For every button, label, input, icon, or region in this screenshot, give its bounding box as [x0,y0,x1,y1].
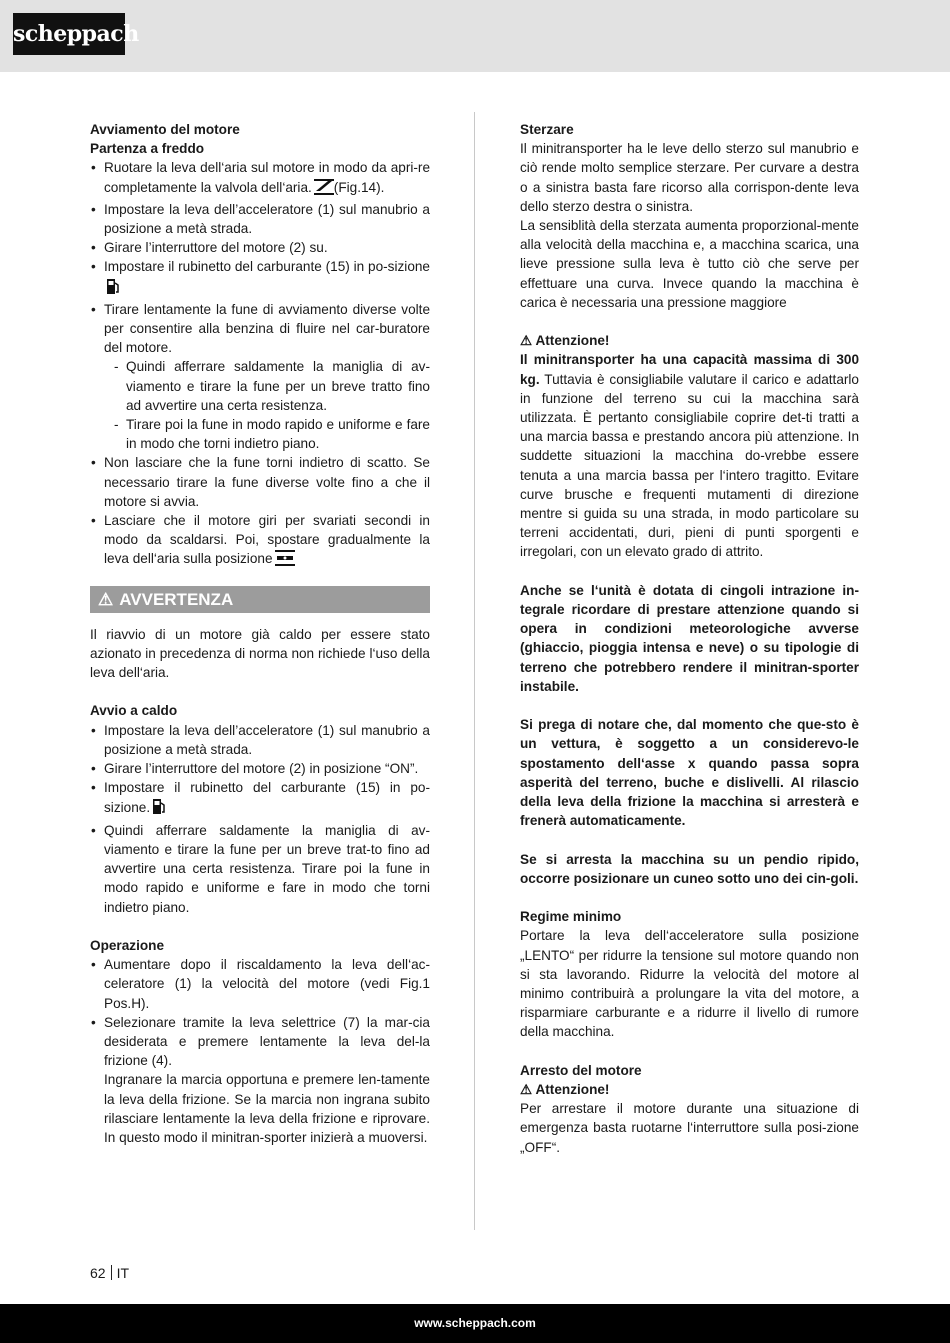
column-divider [474,112,475,1230]
left-column [90,120,430,1147]
paragraph: La sensiblità della sterzata aumenta proporzional-mente alla velocità della macchina e, a macchina scarica, una lieve pressione sulla leva è tutto ciò che serve per effettuare una curva. Invece quando la macchina è carica è necessaria una pressione maggiore [520,218,859,310]
list-item: • Impostare il rubinetto del carburante (15) in po-sizione. [90,778,430,820]
list-item: • Impostare la leva dell’acceleratore (1) sul manubrio a posizione a metà strada. [90,200,430,238]
cold-start-list [90,158,430,571]
section-title-warm-start: Avvio a caldo [90,703,178,719]
page-header [0,0,950,72]
bold-paragraph: Si prega di notare che, dal momento che que-sto è un vettura, è soggetto a un considerevo-le spostamento dell‘asse x quando passa sopra asperità del terreno, buche e dislivelli. Al rilascio della leva della frizione la macchina si arresterà e frenerà automaticamente. [520,717,859,829]
list-item: • Girare l’interruttore del motore (2) su. [90,238,430,257]
section-title-start-engine: Avviamento del motore [90,122,240,137]
attention-heading: ⚠ Attenzione! [520,1082,610,1098]
section-title-operation: Operazione [90,937,165,953]
paragraph: Per arrestare il motore durante una situazione di emergenza basta ruotarne l‘interruttore sulla posi-zione „OFF“. [520,1101,859,1155]
choke-closed-icon [314,179,334,200]
warning-banner: ⚠ AVVERTENZA [90,586,430,613]
section-title-idle: Regime minimo [520,909,622,925]
section-title-steering: Sterzare [520,122,574,137]
right-column [520,120,859,1157]
fuel-tap-icon [106,277,120,300]
warm-start-list [90,721,430,917]
website-link[interactable]: www.scheppach.com [414,1316,536,1330]
list-item: • Tirare lentamente la fune di avviamento diverse volte per consentire alla benzina di fluire nel car-buratore del motore. - Quindi afferrare saldamente la maniglia di av-viamento e tirare la fune per un breve tratto fino ad avvertire una certa resistenza. - Tirare poi la fune in modo rapido e uniforme e fare in modo che torni indietro piano. [90,300,430,454]
page-number: 62 IT [90,1265,130,1281]
attention-heading: ⚠ Attenzione! [520,333,610,349]
dash-list [104,357,430,453]
section-title-stop-engine: Arresto del motore [520,1062,642,1078]
choke-open-icon [275,550,295,571]
list-item: - Quindi afferrare saldamente la maniglia di av-viamento e tirare la fune per un breve tratto fino ad avvertire una certa resistenza. [114,357,430,415]
list-item: • Ruotare la leva dell‘aria sul motore in modo da apri-re completamente la valvola dell‘aria. (Fig.14). [90,158,430,199]
list-item: • Impostare il rubinetto del carburante (15) in po-sizione [90,257,430,299]
list-item: • Selezionare tramite la leva selettrice (7) la mar-cia desiderata e premere lentamente la leva del-la frizione (4). Ingranare la marcia opportuna e premere len-tamente la leva della frizione. Se la marcia non ingrana subito rilasciare lentamente la leva della frizione e riprovare. In questo modo il minitran-sporter inizierà a muoversi. [90,1013,430,1147]
paragraph: Portare la leva dell‘acceleratore sulla posizione „LENTO“ per ridurre la tensione sul motore quando non si sta lavorando. Ridurre la velocità del motore al minimo contribuirà a prolungare la vita del motore, a risparmiare carburante e a ridurre il livello di rumore della macchina. [520,928,859,1040]
list-item: - Tirare poi la fune in modo rapido e uniforme e fare in modo che torni indietro piano. [114,415,430,453]
section-subtitle-cold-start: Partenza a freddo [90,141,205,157]
list-item: • Aumentare dopo il riscaldamento la leva dell‘ac-celeratore (1) la velocità del motore (vedi Fig.1 Pos.H). [90,955,430,1013]
list-item: • Girare l’interruttore del motore (2) in posizione “ON”. [90,759,430,778]
paragraph: Il minitransporter ha le leve dello sterzo sul manubrio e ciò rende molto semplice sterzare. Per curvare a destra o a sinistra basta fare ricorso alla corrispon-dente leva dello sterzo destra o sinistra. [520,141,859,214]
scheppach-logo: scheppach [13,13,125,55]
list-item: • Impostare la leva dell’acceleratore (1) sul manubrio a posizione a metà strada. [90,721,430,759]
list-item: • Quindi afferrare saldamente la maniglia di av-viamento e tirare la fune per un breve trat-to fino ad avvertire una certa resistenza. Tirare poi la fune in modo rapido e uniforme e fare in modo che torni indietro piano. [90,821,430,917]
bold-paragraph: Anche se l‘unità è dotata di cingoli intrazione in-tegrale ricordare di prestare attenzione quando si opera in condizioni meteorologiche avverse (ghiaccio, pioggia intensa e neve) o su tipologie di terreno che potrebbero rendere il minitran-sporter instabile. [520,582,859,694]
list-item: • Lasciare che il motore giri per svariati secondi in modo da scaldarsi. Poi, spostare gradualmente la leva dell‘aria sulla posizione [90,511,430,572]
fuel-tap-icon [152,797,166,820]
bold-paragraph: Se si arresta la macchina su un pendio ripido, occorre posizionare un cuneo sotto uno dei cin-goli. [520,851,859,886]
page-footer [0,1304,950,1343]
warning-triangle-icon: ⚠ [98,589,114,609]
operation-list [90,955,430,1147]
paragraph: Il minitransporter ha una capacità massima di 300 kg. Tuttavia è consigliabile valutare il carico e adattarlo in funzione del terreno su cui la macchina sarà utilizzata. È pertanto consigliabile coprire det-ti tratti a una marcia bassa e prestando ancora più attenzione. In suddette situazioni la macchina do-vrebbe essere tenuta a una marcia bassa per l‘intero tragitto. Evitare curve brusche e frequenti mutamenti di direzione mentre si guida su una strada, in modo particolare su terreni accidentati, duri, pieni di punti sporgenti e irregolari, con un elevato grado di attrito. [520,352,859,560]
list-item: • Non lasciare che la fune torni indietro di scatto. Se necessario tirare la fune diverse volte fino a che il motore si avvia. [90,453,430,511]
warning-text: Il riavvio di un motore già caldo per essere stato azionato in precedenza di norma non richiede l‘uso della leva dell‘aria. [90,626,430,681]
